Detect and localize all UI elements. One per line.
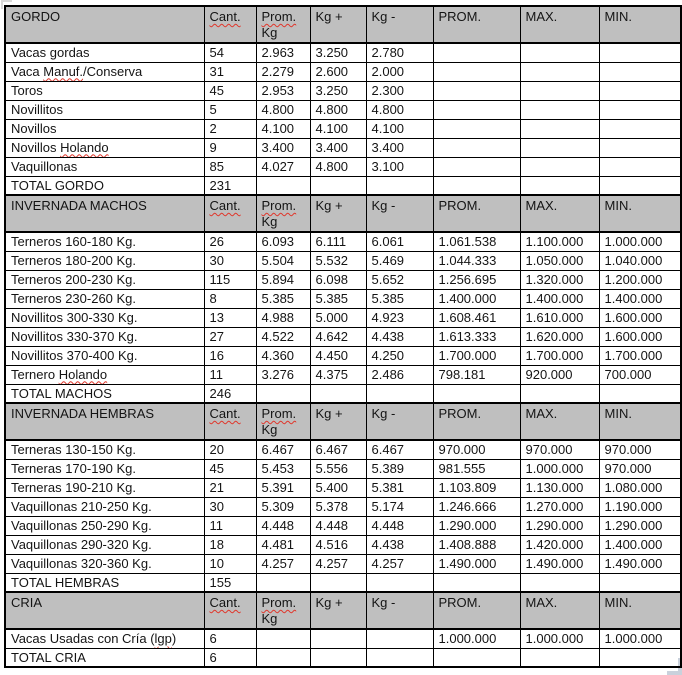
cell-kg-plus: 4.257 xyxy=(310,554,366,573)
cell-prom-kg: 2.279 xyxy=(256,62,310,81)
misspelled-word: Cant. xyxy=(209,9,241,24)
column-header-cant xyxy=(204,403,256,440)
cell-min: 970.000 xyxy=(599,440,681,459)
cell-cant: 13 xyxy=(204,308,256,327)
table-row xyxy=(5,573,681,592)
cell-prom: 1.608.461 xyxy=(433,308,520,327)
cell-prom-kg: 2.953 xyxy=(256,81,310,100)
table-row xyxy=(5,497,681,516)
cell-kg-minus: 4.257 xyxy=(366,554,433,573)
cell-kg-plus: 4.100 xyxy=(310,119,366,138)
column-header-max: MAX. xyxy=(520,403,599,440)
cell-prom: 1.246.666 xyxy=(433,497,520,516)
table-row xyxy=(5,648,681,667)
row-label-cell: Novillitos 370-400 Kg. xyxy=(5,346,204,365)
cell-cant: 45 xyxy=(204,459,256,478)
cell-prom-kg: 5.894 xyxy=(256,270,310,289)
cell-prom-kg: 4.522 xyxy=(256,327,310,346)
row-label-cell: Novillos Holando xyxy=(5,138,204,157)
cell-kg-plus: 6.098 xyxy=(310,270,366,289)
cell-kg-plus: 4.800 xyxy=(310,157,366,176)
column-header-cant xyxy=(204,195,256,232)
table-row xyxy=(5,289,681,308)
cell-kg-plus: 5.378 xyxy=(310,497,366,516)
column-header-prom-kg: Prom. Kg xyxy=(256,6,310,43)
cell-max: 1.000.000 xyxy=(520,459,599,478)
section-title-cell: GORDO xyxy=(5,6,204,43)
cell-cant: 27 xyxy=(204,327,256,346)
cell-prom-kg xyxy=(256,176,310,195)
cell-prom xyxy=(433,43,520,62)
cell-kg-minus: 5.469 xyxy=(366,251,433,270)
cell-min: 1.400.000 xyxy=(599,289,681,308)
column-header-min: MIN. xyxy=(599,195,681,232)
cell-prom: 981.555 xyxy=(433,459,520,478)
row-label-cell: Terneros 200-230 Kg. xyxy=(5,270,204,289)
column-header-min: MIN. xyxy=(599,403,681,440)
cell-prom-kg: 4.027 xyxy=(256,157,310,176)
row-label-cell: Terneras 170-190 Kg. xyxy=(5,459,204,478)
row-label-cell: Vaquillonas 210-250 Kg. xyxy=(5,497,204,516)
cell-cant: 115 xyxy=(204,270,256,289)
column-header-kg-plus: Kg + xyxy=(310,403,366,440)
column-header-prom: PROM. xyxy=(433,6,520,43)
cell-prom-kg xyxy=(256,648,310,667)
cell-max: 1.420.000 xyxy=(520,535,599,554)
cell-kg-minus: 4.438 xyxy=(366,327,433,346)
table-row xyxy=(5,346,681,365)
row-label-cell: Novillitos xyxy=(5,100,204,119)
misspelled-word: Prom. xyxy=(261,595,297,610)
row-label-cell: TOTAL MACHOS xyxy=(5,384,204,403)
row-label-cell: TOTAL HEMBRAS xyxy=(5,573,204,592)
cell-prom-kg: 4.448 xyxy=(256,516,310,535)
cell-prom: 1.044.333 xyxy=(433,251,520,270)
cell-cant: 11 xyxy=(204,365,256,384)
row-label-cell: Ternero Holando xyxy=(5,365,204,384)
cell-kg-plus xyxy=(310,648,366,667)
cell-min xyxy=(599,81,681,100)
misspelled-word: lgp xyxy=(154,631,172,646)
column-header-kg-plus: Kg + xyxy=(310,592,366,629)
cell-prom: 1.061.538 xyxy=(433,232,520,251)
cell-max: 1.400.000 xyxy=(520,289,599,308)
cell-cant: 18 xyxy=(204,535,256,554)
cell-max xyxy=(520,100,599,119)
cell-kg-plus: 3.250 xyxy=(310,81,366,100)
cell-cant: 20 xyxy=(204,440,256,459)
cell-kg-minus: 6.061 xyxy=(366,232,433,251)
cell-min xyxy=(599,138,681,157)
cell-max xyxy=(520,573,599,592)
cell-prom-kg: 4.360 xyxy=(256,346,310,365)
cell-min xyxy=(599,100,681,119)
cell-prom: 1.700.000 xyxy=(433,346,520,365)
column-header-prom: PROM. xyxy=(433,403,520,440)
table-row xyxy=(5,100,681,119)
cell-kg-plus: 4.448 xyxy=(310,516,366,535)
cell-min xyxy=(599,62,681,81)
cell-min xyxy=(599,157,681,176)
cell-min: 1.600.000 xyxy=(599,327,681,346)
cell-max: 1.130.000 xyxy=(520,478,599,497)
cell-prom xyxy=(433,119,520,138)
cell-prom: 1.103.809 xyxy=(433,478,520,497)
cell-max: 920.000 xyxy=(520,365,599,384)
cell-min: 1.040.000 xyxy=(599,251,681,270)
cell-cant: 6 xyxy=(204,629,256,648)
cell-max xyxy=(520,138,599,157)
cell-kg-minus: 3.100 xyxy=(366,157,433,176)
cell-cant: 30 xyxy=(204,251,256,270)
cell-kg-plus: 4.800 xyxy=(310,100,366,119)
cell-min: 700.000 xyxy=(599,365,681,384)
cell-prom xyxy=(433,648,520,667)
cell-cant: 6 xyxy=(204,648,256,667)
cell-max: 1.000.000 xyxy=(520,629,599,648)
cell-prom-kg: 4.257 xyxy=(256,554,310,573)
table-row xyxy=(5,157,681,176)
section-header-row xyxy=(5,403,681,440)
column-header-kg-plus: Kg + xyxy=(310,195,366,232)
cell-min: 1.400.000 xyxy=(599,535,681,554)
table-row xyxy=(5,535,681,554)
cell-prom-kg: 2.963 xyxy=(256,43,310,62)
cell-kg-plus xyxy=(310,573,366,592)
table-row xyxy=(5,43,681,62)
row-label-cell: Vaquillonas 320-360 Kg. xyxy=(5,554,204,573)
misspelled-word: Cant. xyxy=(209,406,241,421)
cell-prom-kg xyxy=(256,384,310,403)
cell-max: 1.490.000 xyxy=(520,554,599,573)
cell-prom: 1.400.000 xyxy=(433,289,520,308)
cell-min: 970.000 xyxy=(599,459,681,478)
cell-kg-plus: 2.600 xyxy=(310,62,366,81)
cell-max: 1.700.000 xyxy=(520,346,599,365)
cell-min: 1.600.000 xyxy=(599,308,681,327)
cell-kg-minus xyxy=(366,648,433,667)
cell-max xyxy=(520,648,599,667)
table-row xyxy=(5,308,681,327)
cell-min xyxy=(599,176,681,195)
livestock-price-table xyxy=(4,5,682,668)
section-title-cell: INVERNADA HEMBRAS xyxy=(5,403,204,440)
cell-prom-kg: 6.467 xyxy=(256,440,310,459)
cell-min: 1.290.000 xyxy=(599,516,681,535)
cell-prom xyxy=(433,81,520,100)
table-body xyxy=(5,6,681,667)
cell-min: 1.700.000 xyxy=(599,346,681,365)
cell-kg-minus: 6.467 xyxy=(366,440,433,459)
cell-prom: 1.290.000 xyxy=(433,516,520,535)
cell-cant: 8 xyxy=(204,289,256,308)
cell-prom-kg: 5.453 xyxy=(256,459,310,478)
cell-max xyxy=(520,43,599,62)
cell-prom xyxy=(433,573,520,592)
cell-prom-kg xyxy=(256,573,310,592)
cell-kg-minus: 4.100 xyxy=(366,119,433,138)
column-header-prom: PROM. xyxy=(433,592,520,629)
cell-prom-kg: 3.276 xyxy=(256,365,310,384)
cell-min: 1.000.000 xyxy=(599,232,681,251)
cell-kg-minus xyxy=(366,629,433,648)
cell-min xyxy=(599,573,681,592)
cell-kg-plus: 4.516 xyxy=(310,535,366,554)
cell-kg-minus: 5.174 xyxy=(366,497,433,516)
cell-prom-kg: 3.400 xyxy=(256,138,310,157)
cell-kg-plus: 4.450 xyxy=(310,346,366,365)
cell-prom xyxy=(433,176,520,195)
column-header-kg-minus: Kg - xyxy=(366,6,433,43)
section-title-cell: INVERNADA MACHOS xyxy=(5,195,204,232)
cell-cant: 85 xyxy=(204,157,256,176)
row-label-cell: Novillitos 330-370 Kg. xyxy=(5,327,204,346)
cell-kg-plus: 6.111 xyxy=(310,232,366,251)
cell-kg-plus: 5.385 xyxy=(310,289,366,308)
table-row xyxy=(5,176,681,195)
column-header-min: MIN. xyxy=(599,6,681,43)
cell-kg-minus: 2.780 xyxy=(366,43,433,62)
cell-kg-plus: 4.642 xyxy=(310,327,366,346)
table-row xyxy=(5,119,681,138)
cell-cant: 21 xyxy=(204,478,256,497)
misspelled-word: Cant. xyxy=(209,198,241,213)
table-row xyxy=(5,251,681,270)
cell-max xyxy=(520,119,599,138)
cell-prom xyxy=(433,138,520,157)
table-row xyxy=(5,440,681,459)
cell-kg-minus xyxy=(366,384,433,403)
misspelled-word: Holando xyxy=(60,139,109,155)
cell-kg-minus: 5.389 xyxy=(366,459,433,478)
cell-cant: 11 xyxy=(204,516,256,535)
column-header-prom: PROM. xyxy=(433,195,520,232)
corner-artifact xyxy=(667,671,682,675)
cell-kg-minus: 2.486 xyxy=(366,365,433,384)
cell-cant: 155 xyxy=(204,573,256,592)
cell-prom-kg xyxy=(256,629,310,648)
table-row xyxy=(5,138,681,157)
row-label-cell: Vaquillonas 250-290 Kg. xyxy=(5,516,204,535)
table-row xyxy=(5,327,681,346)
cell-prom-kg: 5.504 xyxy=(256,251,310,270)
cell-prom: 1.613.333 xyxy=(433,327,520,346)
cell-prom xyxy=(433,100,520,119)
cell-kg-minus: 4.800 xyxy=(366,100,433,119)
section-title-cell: CRIA xyxy=(5,592,204,629)
cell-max xyxy=(520,157,599,176)
cell-kg-plus: 5.532 xyxy=(310,251,366,270)
row-label-cell: Vaquillonas 290-320 Kg. xyxy=(5,535,204,554)
column-header-prom-kg: Prom. Kg xyxy=(256,195,310,232)
cell-prom: 970.000 xyxy=(433,440,520,459)
cell-prom xyxy=(433,62,520,81)
cell-prom xyxy=(433,157,520,176)
cell-prom: 1.256.695 xyxy=(433,270,520,289)
column-header-max: MAX. xyxy=(520,592,599,629)
cell-prom-kg: 5.385 xyxy=(256,289,310,308)
table-row xyxy=(5,554,681,573)
row-label-cell: Terneros 180-200 Kg. xyxy=(5,251,204,270)
misspelled-word: Manuf. xyxy=(43,63,84,79)
misspelled-word: Holando xyxy=(58,366,108,382)
cell-kg-minus: 4.448 xyxy=(366,516,433,535)
cell-cant: 45 xyxy=(204,81,256,100)
cell-prom: 798.181 xyxy=(433,365,520,384)
cell-prom-kg: 5.309 xyxy=(256,497,310,516)
cell-max: 1.100.000 xyxy=(520,232,599,251)
row-label-cell: Novillos xyxy=(5,119,204,138)
cell-prom-kg: 4.988 xyxy=(256,308,310,327)
column-header-kg-plus: Kg + xyxy=(310,6,366,43)
cell-prom-kg: 4.800 xyxy=(256,100,310,119)
cell-prom-kg: 5.391 xyxy=(256,478,310,497)
cell-kg-plus: 5.556 xyxy=(310,459,366,478)
cell-kg-plus: 5.000 xyxy=(310,308,366,327)
cell-cant: 9 xyxy=(204,138,256,157)
table-row xyxy=(5,629,681,648)
row-label-cell: TOTAL CRIA xyxy=(5,648,204,667)
row-label-cell: Novillitos 300-330 Kg. xyxy=(5,308,204,327)
section-header-row xyxy=(5,6,681,43)
cell-prom: 1.408.888 xyxy=(433,535,520,554)
table-row xyxy=(5,384,681,403)
cell-max: 1.050.000 xyxy=(520,251,599,270)
cell-prom: 1.490.000 xyxy=(433,554,520,573)
cell-prom-kg: 4.481 xyxy=(256,535,310,554)
cell-prom-kg: 4.100 xyxy=(256,119,310,138)
cell-max xyxy=(520,176,599,195)
cell-kg-plus: 3.250 xyxy=(310,43,366,62)
table-row xyxy=(5,365,681,384)
cell-kg-plus: 4.375 xyxy=(310,365,366,384)
cell-min xyxy=(599,119,681,138)
row-label-cell: Vacas Usadas con Cría (lgp) xyxy=(5,629,204,648)
cell-cant: 16 xyxy=(204,346,256,365)
cell-kg-plus xyxy=(310,629,366,648)
cell-kg-plus xyxy=(310,176,366,195)
cell-prom-kg: 6.093 xyxy=(256,232,310,251)
cell-cant: 5 xyxy=(204,100,256,119)
cell-prom: 1.000.000 xyxy=(433,629,520,648)
section-header-row xyxy=(5,592,681,629)
cell-kg-plus: 3.400 xyxy=(310,138,366,157)
cell-kg-minus: 4.923 xyxy=(366,308,433,327)
row-label-cell: Terneras 130-150 Kg. xyxy=(5,440,204,459)
cell-cant: 2 xyxy=(204,119,256,138)
column-header-kg-minus: Kg - xyxy=(366,195,433,232)
table-row xyxy=(5,270,681,289)
cell-max xyxy=(520,62,599,81)
cell-cant: 31 xyxy=(204,62,256,81)
column-header-prom-kg: Prom. Kg xyxy=(256,403,310,440)
cell-min: 1.000.000 xyxy=(599,629,681,648)
misspelled-word: Prom. xyxy=(261,9,297,24)
column-header-kg-minus: Kg - xyxy=(366,403,433,440)
row-label-cell: Terneros 160-180 Kg. xyxy=(5,232,204,251)
cell-kg-plus xyxy=(310,384,366,403)
table-row xyxy=(5,62,681,81)
cell-cant: 30 xyxy=(204,497,256,516)
cell-min: 1.200.000 xyxy=(599,270,681,289)
cell-kg-plus: 5.400 xyxy=(310,478,366,497)
row-label-cell: Vaca Manuf./Conserva xyxy=(5,62,204,81)
cell-max: 1.320.000 xyxy=(520,270,599,289)
cell-kg-plus: 6.467 xyxy=(310,440,366,459)
cell-kg-minus xyxy=(366,176,433,195)
column-header-max: MAX. xyxy=(520,195,599,232)
column-header-max: MAX. xyxy=(520,6,599,43)
misspelled-word: Prom. xyxy=(261,406,297,421)
cell-min xyxy=(599,384,681,403)
cell-kg-minus: 3.400 xyxy=(366,138,433,157)
column-header-min: MIN. xyxy=(599,592,681,629)
cell-kg-minus: 5.381 xyxy=(366,478,433,497)
row-label-cell: Toros xyxy=(5,81,204,100)
misspelled-word: Cant. xyxy=(209,595,241,610)
cell-kg-minus xyxy=(366,573,433,592)
cell-cant: 10 xyxy=(204,554,256,573)
cell-max: 970.000 xyxy=(520,440,599,459)
cell-min: 1.190.000 xyxy=(599,497,681,516)
cell-max xyxy=(520,81,599,100)
cell-prom xyxy=(433,384,520,403)
cell-cant: 26 xyxy=(204,232,256,251)
row-label-cell: TOTAL GORDO xyxy=(5,176,204,195)
cell-min: 1.490.000 xyxy=(599,554,681,573)
row-label-cell: Vaquillonas xyxy=(5,157,204,176)
table-row xyxy=(5,516,681,535)
cell-kg-minus: 2.000 xyxy=(366,62,433,81)
column-header-cant xyxy=(204,592,256,629)
cell-kg-minus: 4.438 xyxy=(366,535,433,554)
column-header-kg-minus: Kg - xyxy=(366,592,433,629)
row-label-cell: Terneras 190-210 Kg. xyxy=(5,478,204,497)
table-row xyxy=(5,232,681,251)
cell-kg-minus: 5.652 xyxy=(366,270,433,289)
column-header-cant xyxy=(204,6,256,43)
table-row xyxy=(5,459,681,478)
table-row xyxy=(5,478,681,497)
cell-cant: 231 xyxy=(204,176,256,195)
cell-cant: 54 xyxy=(204,43,256,62)
cell-max: 1.270.000 xyxy=(520,497,599,516)
row-label-cell: Terneros 230-260 Kg. xyxy=(5,289,204,308)
cell-max: 1.290.000 xyxy=(520,516,599,535)
cell-min: 1.080.000 xyxy=(599,478,681,497)
cell-min xyxy=(599,648,681,667)
cell-kg-minus: 5.385 xyxy=(366,289,433,308)
cell-kg-minus: 2.300 xyxy=(366,81,433,100)
cell-cant: 246 xyxy=(204,384,256,403)
table-row xyxy=(5,81,681,100)
cell-min xyxy=(599,43,681,62)
cell-max: 1.610.000 xyxy=(520,308,599,327)
misspelled-word: Prom. xyxy=(261,198,297,213)
cell-max xyxy=(520,384,599,403)
column-header-prom-kg: Prom. Kg xyxy=(256,592,310,629)
section-header-row xyxy=(5,195,681,232)
cell-max: 1.620.000 xyxy=(520,327,599,346)
cell-kg-minus: 4.250 xyxy=(366,346,433,365)
row-label-cell: Vacas gordas xyxy=(5,43,204,62)
